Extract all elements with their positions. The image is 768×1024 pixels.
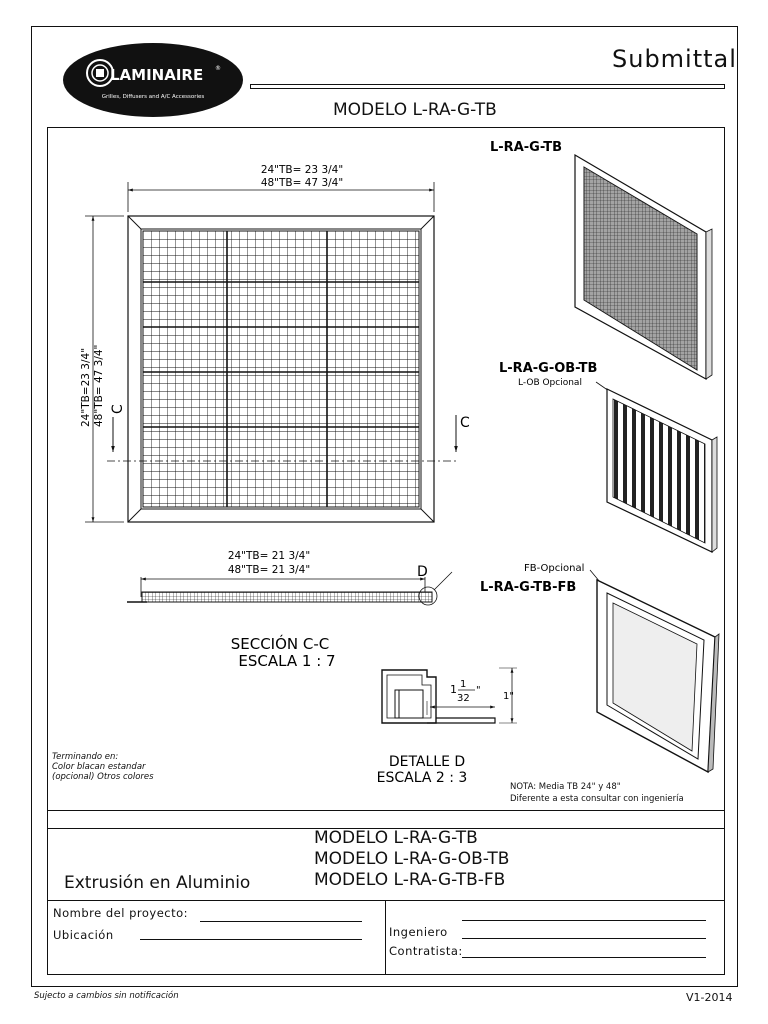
brand-reg-mark: ®: [215, 65, 221, 72]
height-dim-24: 24"TB=23 3/4": [80, 347, 92, 427]
section-view: [127, 550, 452, 670]
location-field: [140, 939, 362, 940]
detail-dim-height: 1": [503, 691, 514, 702]
variant-tb-label: L-RA-G-TB: [490, 140, 563, 155]
variant-tbfb-label: L-RA-G-TB-FB: [480, 580, 577, 595]
technical-drawing: [47, 127, 725, 827]
height-dim-48: 48"TB= 47 3/4": [93, 344, 105, 427]
contractor-field: [462, 957, 706, 958]
title-block-divider-1: [47, 810, 725, 811]
detail-view: [377, 668, 517, 786]
location-label: Ubicación: [53, 928, 114, 942]
variant-tbfb-note: FB-Opcional: [524, 563, 585, 574]
project-name-field: [200, 921, 362, 922]
model-title: MODELO L-RA-G-TB: [333, 100, 497, 120]
finish-note-line2: Color blacan estandar: [52, 762, 146, 772]
title-block-vdivider: [385, 900, 386, 975]
finish-note-line1: Terminando en:: [52, 752, 119, 762]
section-dim-48: 48"TB= 21 3/4": [227, 564, 311, 576]
project-name-label: Nombre del proyecto:: [53, 906, 189, 920]
brand-name: LAMINAIRE: [110, 66, 204, 84]
laminaire-logo: [62, 42, 244, 118]
width-dim-48: 48"TB= 47 3/4": [260, 177, 344, 189]
detail-title: DETALLE D: [388, 754, 466, 770]
section-dim-24: 24"TB= 21 3/4": [227, 550, 311, 562]
footer-version: V1-2014: [686, 991, 733, 1004]
engineer-field: [462, 938, 706, 939]
detail-dim-whole: 1: [450, 683, 457, 696]
tb-model-1: MODELO L-RA-G-TB: [314, 828, 478, 848]
header-bar: [250, 84, 725, 89]
variant-obtb-illustration: [499, 361, 717, 552]
footer-disclaimer: Sujecto a cambios sin notificación: [34, 991, 179, 1001]
submittal-title: Submittal: [612, 45, 737, 73]
engineer-label: Ingeniero: [389, 925, 448, 939]
tb-model-2: MODELO L-RA-G-OB-TB: [314, 849, 510, 869]
size-note-line1: NOTA: Media TB 24" y 48": [510, 782, 621, 792]
variant-obtb-label: L-RA-G-OB-TB: [499, 361, 598, 376]
detail-dim-num: 1: [460, 679, 467, 690]
width-dim-24: 24"TB= 23 3/4": [260, 164, 344, 176]
front-view: [107, 216, 457, 522]
section-mark-left: C: [110, 404, 126, 414]
brand-tagline: Grilles, Diffusers and A/C Accessories: [101, 94, 205, 100]
section-mark-right: C: [460, 415, 470, 431]
finish-note-line3: (opcional) Otros colores: [52, 772, 154, 782]
tb-model-3: MODELO L-RA-G-TB-FB: [314, 870, 506, 890]
detail-mark: D: [417, 564, 428, 580]
variant-obtb-note: L-OB Opcional: [518, 378, 582, 388]
top-signature-field: [462, 920, 706, 921]
detail-scale: ESCALA 2 : 3: [376, 770, 468, 786]
section-scale: ESCALA 1 : 7: [238, 652, 336, 670]
variant-tb-illustration: [490, 140, 712, 379]
title-block-divider-3: [47, 900, 725, 901]
material-label: Extrusión en Aluminio: [64, 873, 251, 893]
detail-dim-den: 32: [457, 693, 470, 704]
contractor-label: Contratista:: [389, 944, 463, 958]
detail-dim-unit: ": [476, 685, 481, 696]
section-title: SECCIÓN C-C: [230, 635, 330, 653]
size-note-line2: Diferente a esta consultar con ingeniería: [510, 794, 684, 804]
variant-tbfb-illustration: [480, 563, 719, 772]
